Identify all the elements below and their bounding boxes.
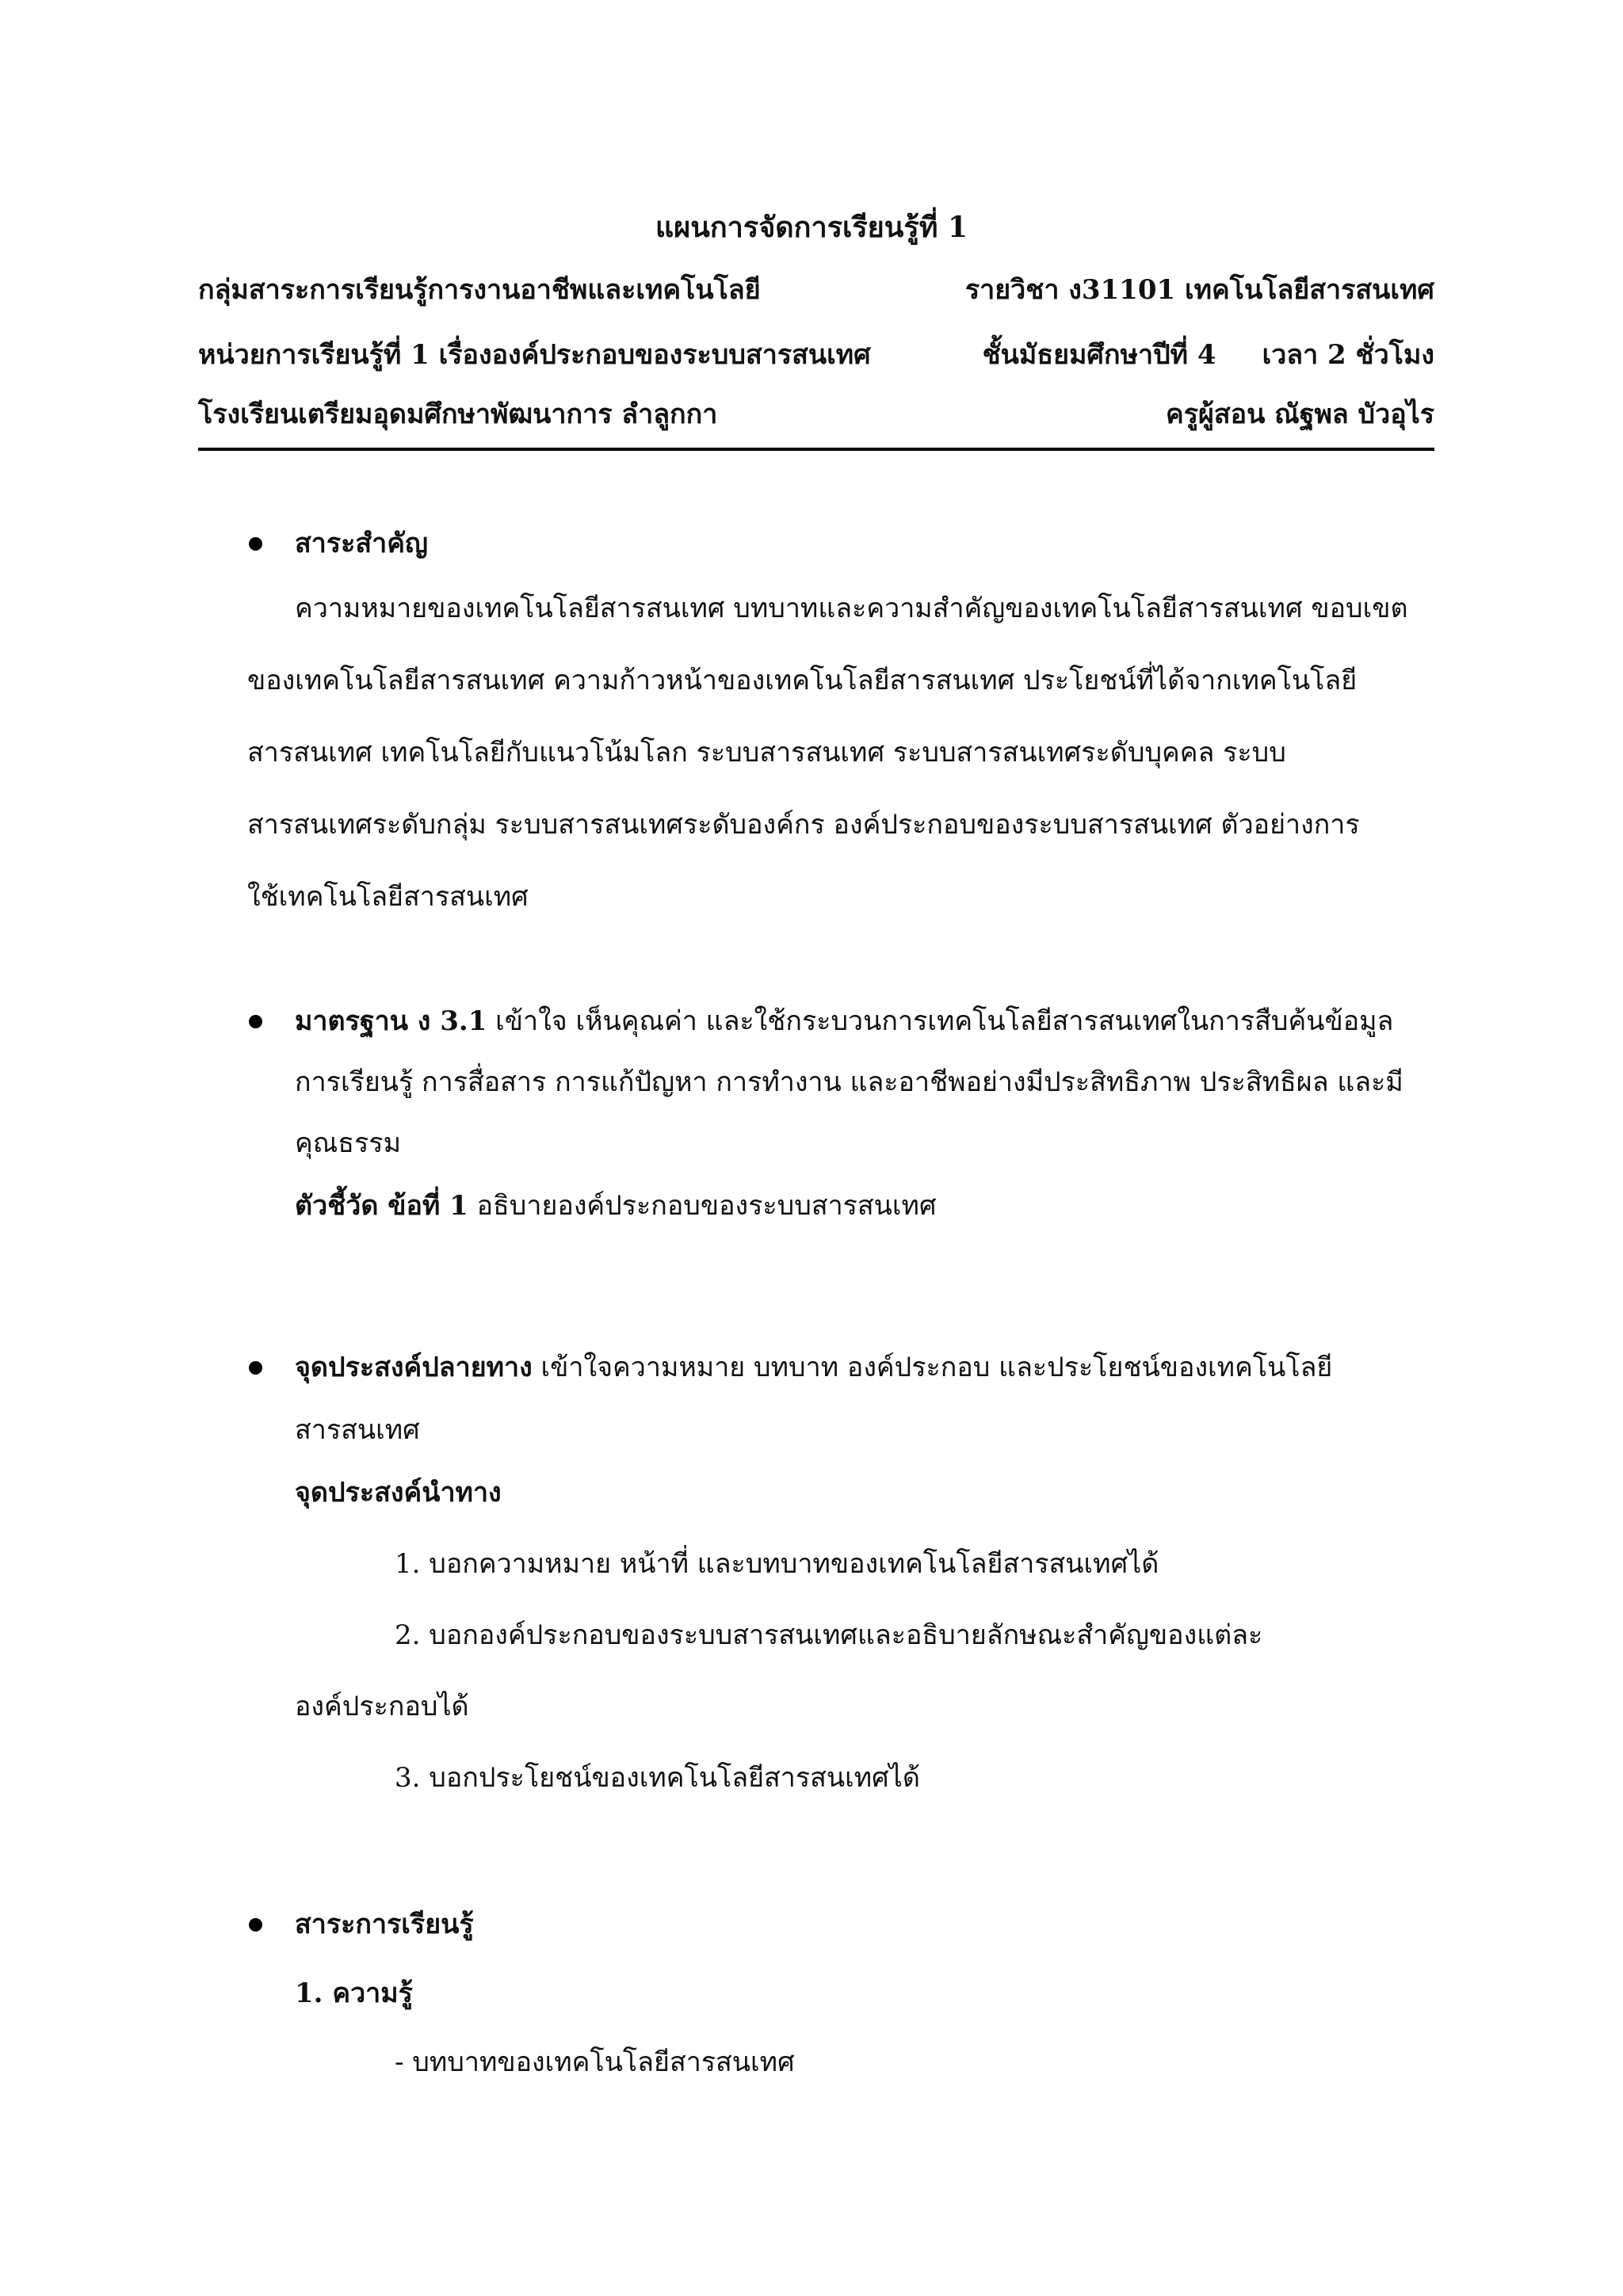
indicator-text: อธิบายองค์ประกอบของระบบสารสนเทศ xyxy=(468,1190,937,1222)
objective-item: 3. บอกประโยชน์ของเทคโนโลยีสารสนเทศได้ xyxy=(395,1762,920,1794)
objectives-line-1 xyxy=(295,1345,1332,1390)
objective-item: 1. บอกความหมาย หน้าที่ และบทบาทของเทคโนโลยีสารสนเทศได้ xyxy=(395,1548,1159,1580)
lesson-plan-title: แผนการจัดการเรียนรู้ที่ 1 xyxy=(655,211,968,244)
indicator-label: ตัวชี้วัด ข้อที่ 1 xyxy=(295,1190,468,1222)
bullet-icon xyxy=(249,1361,262,1375)
header-row-1 xyxy=(198,268,1434,312)
header-row-2 xyxy=(198,333,1434,377)
key-content-heading: สาระสำคัญ xyxy=(295,528,428,559)
standard-heading: มาตรฐาน ง 3.1 xyxy=(295,1005,487,1037)
grade: ชั้นมัธยมศึกษาปีที่ 4 xyxy=(982,339,1216,371)
indicator-line xyxy=(295,1184,937,1228)
knowledge-item: - บทบาทของเทคโนโลยีสารสนเทศ xyxy=(395,2046,795,2078)
sub-objectives-heading: จุดประสงค์นำทาง xyxy=(295,1477,502,1508)
duration: เวลา 2 ชั่วโมง xyxy=(1262,339,1434,371)
teacher: ครูผู้สอน ณัฐพล บัวอุไร xyxy=(1165,399,1434,430)
knowledge-heading: 1. ความรู้ xyxy=(295,1978,413,2009)
objectives-text: เข้าใจความหมาย บทบาท องค์ประกอบ และประโยชน์ของเทคโนโลยี xyxy=(532,1352,1333,1383)
grade-duration-group xyxy=(983,333,1434,377)
key-content-line: ของเทคโนโลยีสารสนเทศ ความก้าวหน้าของเทคโนโลยีสารสนเทศ ประโยชน์ที่ได้จากเทคโนโลยี xyxy=(247,665,1358,696)
standard-line-3: คุณธรรม xyxy=(295,1127,401,1159)
bullet-icon xyxy=(249,537,262,551)
subject: รายวิชา ง31101 เทคโนโลยีสารสนเทศ xyxy=(964,274,1434,306)
bullet-icon xyxy=(249,1015,262,1028)
objective-item-continuation: องค์ประกอบได้ xyxy=(295,1691,469,1722)
header-divider xyxy=(198,448,1434,451)
objectives-heading: จุดประสงค์ปลายทาง xyxy=(295,1352,533,1383)
standard-line-1 xyxy=(295,999,1393,1043)
learning-content-heading: สาระการเรียนรู้ xyxy=(295,1909,474,1940)
key-content-line: ใช้เทคโนโลยีสารสนเทศ xyxy=(247,881,529,913)
school: โรงเรียนเตรียมอุดมศึกษาพัฒนาการ ลำลูกกา xyxy=(198,399,718,430)
standard-line-2: การเรียนรู้ การสื่อสาร การแก้ปัญหา การทำงาน และอาชีพอย่างมีประสิทธิภาพ ประสิทธิผล และมี xyxy=(295,1066,1403,1098)
learning-area: กลุ่มสาระการเรียนรู้การงานอาชีพและเทคโนโลยี xyxy=(198,274,761,306)
standard-text: เข้าใจ เห็นคุณค่า และใช้กระบวนการเทคโนโลยีสารสนเทศในการสืบค้นข้อมูล xyxy=(487,1005,1394,1037)
objectives-line-2: สารสนเทศ xyxy=(295,1414,420,1446)
header-row-3 xyxy=(198,392,1434,437)
objective-item: 2. บอกองค์ประกอบของระบบสารสนเทศและอธิบายลักษณะสำคัญของแต่ละ xyxy=(395,1619,1263,1651)
key-content-line: ความหมายของเทคโนโลยีสารสนเทศ บทบาทและความสำคัญของเทคโนโลยีสารสนเทศ ขอบเขต xyxy=(295,593,1408,624)
key-content-line: สารสนเทศระดับกลุ่ม ระบบสารสนเทศระดับองค์กร องค์ประกอบของระบบสารสนเทศ ตัวอย่างการ xyxy=(247,809,1360,841)
key-content-line: สารสนเทศ เทคโนโลยีกับแนวโน้มโลก ระบบสารสนเทศ ระบบสารสนเทศระดับบุคคล ระบบ xyxy=(247,737,1286,769)
bullet-icon xyxy=(249,1918,262,1932)
unit: หน่วยการเรียนรู้ที่ 1 เรื่ององค์ประกอบของระบบสารสนเทศ xyxy=(198,339,871,371)
